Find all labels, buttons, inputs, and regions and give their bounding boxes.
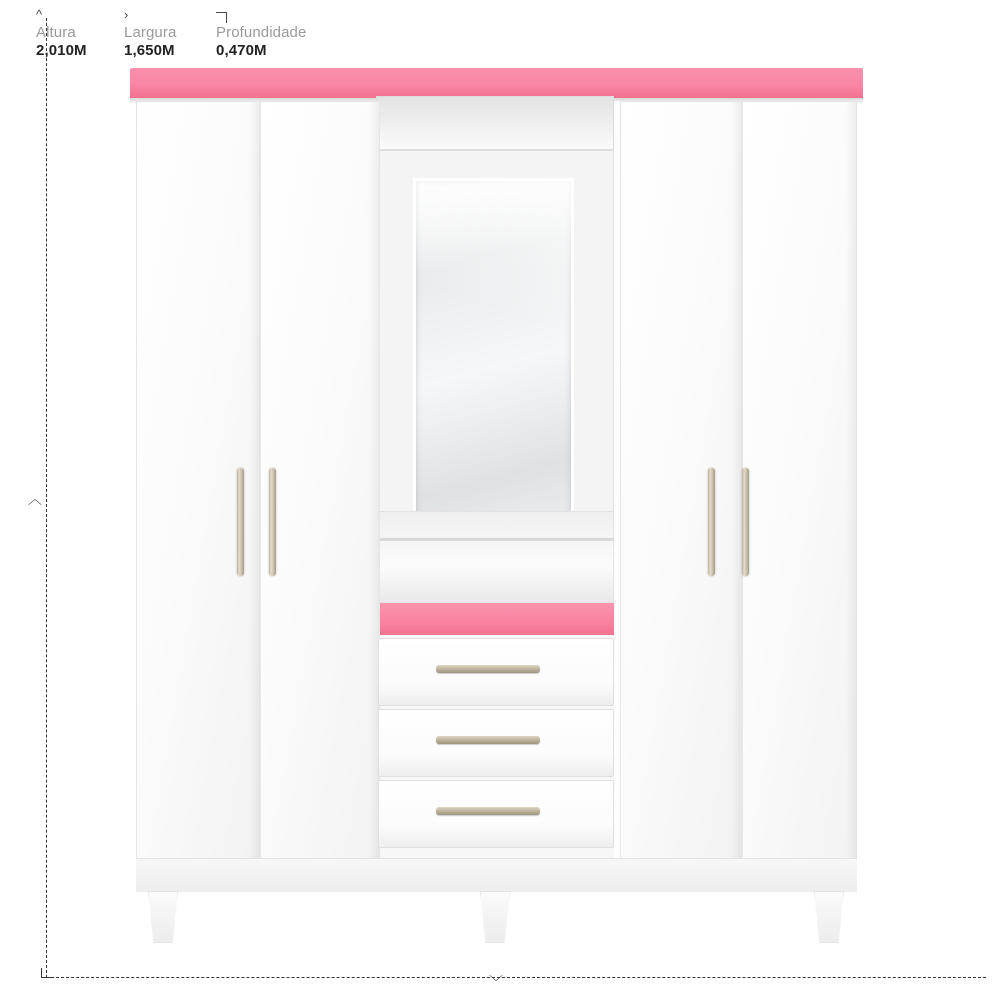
dimension-largura	[124, 7, 216, 60]
open-shelf-niche	[376, 511, 614, 603]
door-handle-left-inner	[269, 468, 276, 576]
caret-right-icon: ›	[124, 7, 129, 22]
height-guide-line	[46, 18, 47, 978]
foot-left	[148, 891, 178, 943]
door-shading	[731, 102, 741, 890]
dimension-profundidade	[216, 10, 366, 60]
drawer-top	[378, 638, 614, 706]
door-shading	[846, 102, 856, 890]
drawer-handle-bottom	[436, 807, 540, 815]
foot-right	[814, 891, 844, 943]
base-plinth	[136, 858, 857, 892]
door-left-inner	[260, 101, 380, 891]
dimension-altura-value: 2,010M	[36, 42, 87, 59]
dimension-callouts	[36, 7, 366, 60]
door-right-outer	[742, 101, 857, 891]
center-accent-band	[378, 603, 614, 635]
corner-bracket-icon	[216, 12, 227, 23]
dimension-largura-label: Largura	[124, 24, 177, 41]
width-guide-line	[46, 977, 986, 978]
center-top-recess	[376, 96, 614, 150]
width-guide-arrow-icon: ﹀	[489, 974, 503, 990]
door-right-inner	[620, 101, 742, 891]
door-handle-right-outer	[742, 468, 749, 576]
drawer-middle	[378, 709, 614, 777]
drawer-handle-middle	[436, 736, 540, 744]
height-guide-arrow-icon: ︿	[28, 491, 42, 507]
door-handle-left-outer	[237, 468, 244, 576]
door-shading	[249, 102, 259, 890]
dimension-altura	[36, 7, 124, 60]
drawer-handle-top	[436, 665, 540, 673]
wardrobe-product-image	[130, 68, 863, 948]
dimension-profundidade-label: Profundidade	[216, 24, 307, 41]
door-handle-right-inner	[708, 468, 715, 576]
dimension-altura-label: Altura	[36, 24, 76, 41]
shelf-divider	[376, 538, 614, 541]
dimension-profundidade-value: 0,470M	[216, 42, 267, 59]
drawer-bottom	[378, 780, 614, 848]
guide-corner-icon	[41, 968, 51, 978]
caret-up-icon: ^	[36, 7, 43, 22]
dimension-largura-value: 1,650M	[124, 42, 175, 59]
foot-center	[480, 891, 510, 943]
top-panel-accent	[130, 68, 863, 98]
